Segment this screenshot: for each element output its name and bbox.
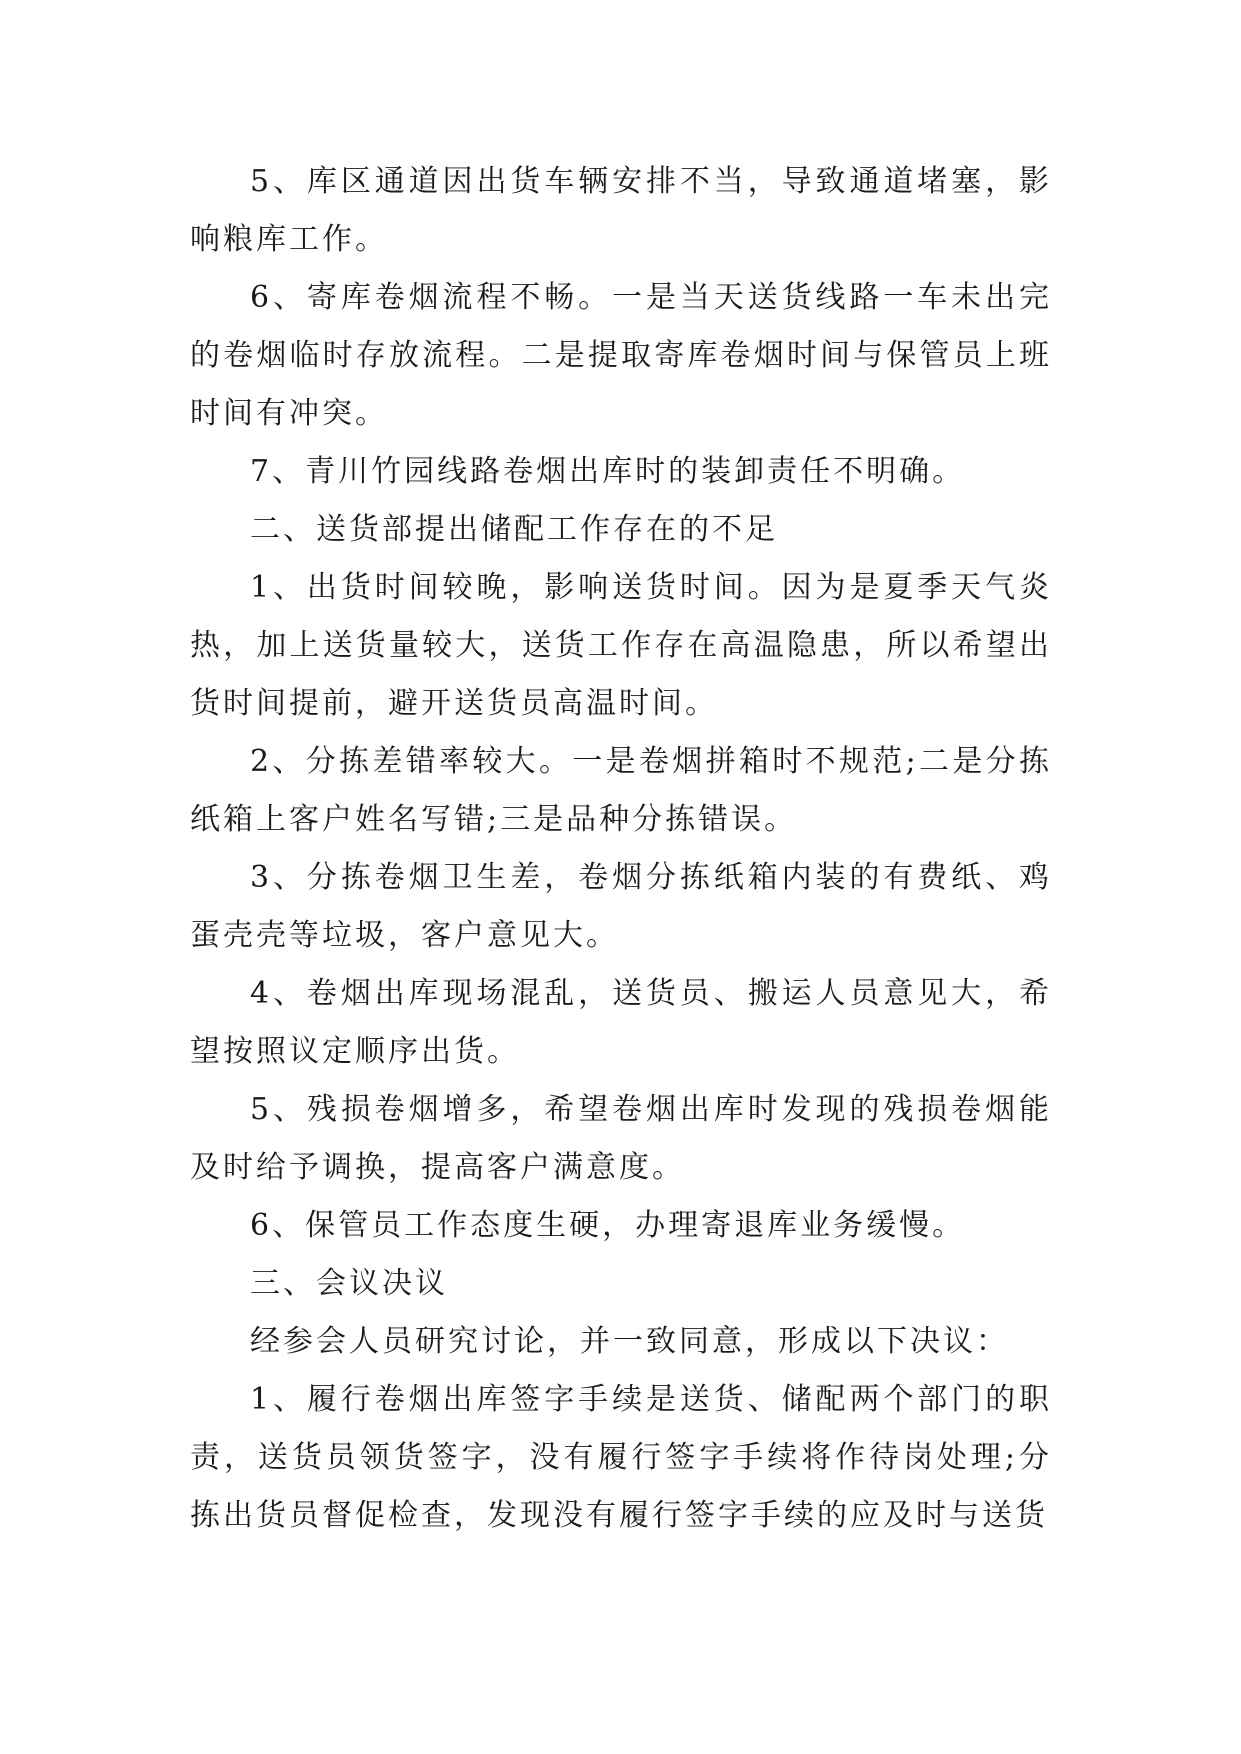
paragraph-item-6-attitude: 6、保管员工作态度生硬，办理寄退库业务缓慢。 — [250, 1208, 966, 1243]
paragraph-item-4-site-order: 4、卷烟出库现场混乱，送货员、搬运人员意见大，希望按照议定顺序出货。 — [190, 976, 1052, 1069]
resolution-item-1: 1、履行卷烟出库签字手续是送货、储配两个部门的职责，送货员领货签字，没有履行签字手续将作待岗处理;分拣出货员督促检查，发现没有履行签字手续的应及时与送货 — [190, 1382, 1052, 1533]
paragraph-item-1-shipping-time: 1、出货时间较晚，影响送货时间。因为是夏季天气炎热，加上送货量较大，送货工作存在高温隐患，所以希望出货时间提前，避开送货员高温时间。 — [190, 570, 1052, 721]
section-heading-3: 三、会议决议 — [250, 1266, 448, 1301]
section-heading-2: 二、送货部提出储配工作存在的不足 — [250, 512, 778, 547]
paragraph-item-7-loading: 7、青川竹园线路卷烟出库时的装卸责任不明确。 — [250, 454, 966, 489]
resolution-intro: 经参会人员研究讨论，并一致同意，形成以下决议： — [250, 1324, 1009, 1359]
paragraph-item-2-sorting-errors: 2、分拣差错率较大。一是卷烟拼箱时不规范;二是分拣纸箱上客户姓名写错;三是品种分拣错误。 — [190, 744, 1052, 837]
paragraph-item-6-storage: 6、寄库卷烟流程不畅。一是当天送货线路一车未出完的卷烟临时存放流程。二是提取寄库卷烟时间与保管员上班时间有冲突。 — [190, 280, 1052, 431]
paragraph-item-3-hygiene: 3、分拣卷烟卫生差，卷烟分拣纸箱内装的有费纸、鸡蛋壳壳等垃圾，客户意见大。 — [190, 860, 1052, 953]
paragraph-item-5-aisle: 5、库区通道因出货车辆安排不当，导致通道堵塞，影响粮库工作。 — [190, 164, 1052, 257]
document-body — [190, 153, 1052, 1545]
paragraph-item-5-damaged: 5、残损卷烟增多，希望卷烟出库时发现的残损卷烟能及时给予调换，提高客户满意度。 — [190, 1092, 1052, 1185]
